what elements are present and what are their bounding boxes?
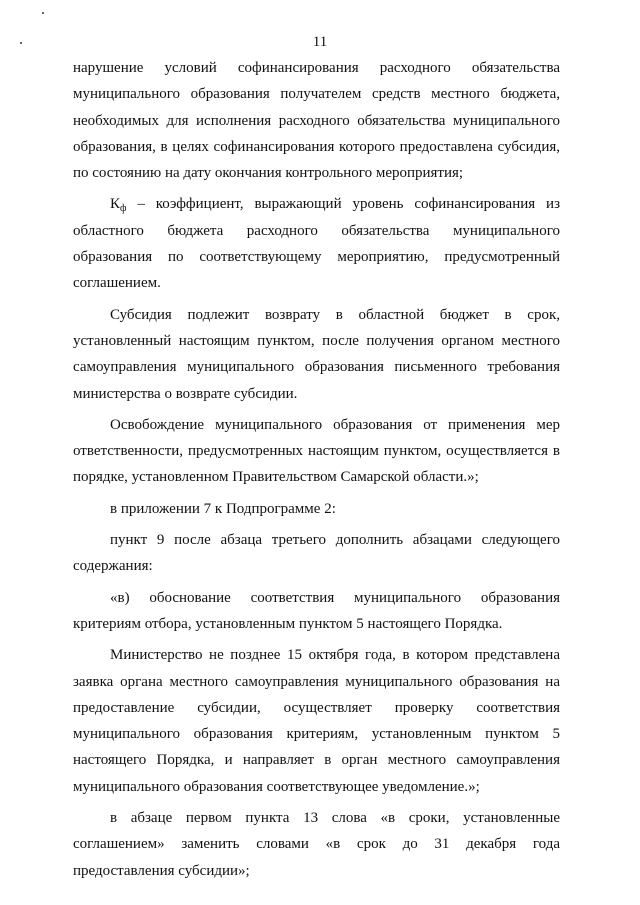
paragraph: в абзаце первом пункта 13 слова «в сроки, установленные соглашением» заменить словами «в срок до 31 декабря года предоставления субсидии»;	[73, 810, 560, 879]
paragraph: Субсидия подлежит возврату в областной бюджет в срок, установленный настоящим пунктом, после получения органом местного самоуправления муниципального образования письменного требования министерства о возврате субсидии.	[73, 306, 560, 402]
scan-artifact	[42, 12, 44, 14]
coefficient-symbol: $К_ф$	[110, 196, 127, 215]
coefficient-definition-text: – коэффициент, выражающий уровень софинансирования из областного бюджета расходного обязательства муниципального образования по соответствующему мероприятию, предусмотренный соглашением.	[73, 196, 560, 292]
paragraph: в приложении 7 к Подпрограмме 2:	[110, 500, 336, 517]
paragraph: «в) обоснование соответствия муниципального образования критериям отбора, установленным пунктом 5 настоящего Порядка.	[73, 589, 560, 632]
document-body	[73, 55, 560, 884]
paragraph: нарушение условий софинансирования расходного обязательства муниципального образования получателем средств местного бюджета, необходимых для исполнения расходного обязательства муниципального образования, в целях софинансирования которого предоставлена субсидия, по состоянию на дату окончания контрольного мероприятия;	[73, 60, 560, 182]
paragraph-coefficient-definition	[73, 191, 560, 296]
paragraph: Освобождение муниципального образования от применения мер ответственности, предусмотренных настоящим пунктом, осуществляется в порядке, установленном Правительством Самарской области.»;	[73, 416, 560, 486]
page-number: 11	[312, 34, 328, 50]
paragraph: Министерство не позднее 15 октября года, в котором представлена заявка органа местного самоуправления муниципального образования на предоставление субсидии, осуществляет проверку соответствия муниципального образования критериям, установленным пунктом 5 настоящего Порядка, и направляет в орган местного самоуправления муниципального образования соответствующее уведомление.»;	[73, 647, 560, 795]
paragraph: пункт 9 после абзаца третьего дополнить абзацами следующего содержания:	[73, 532, 560, 575]
